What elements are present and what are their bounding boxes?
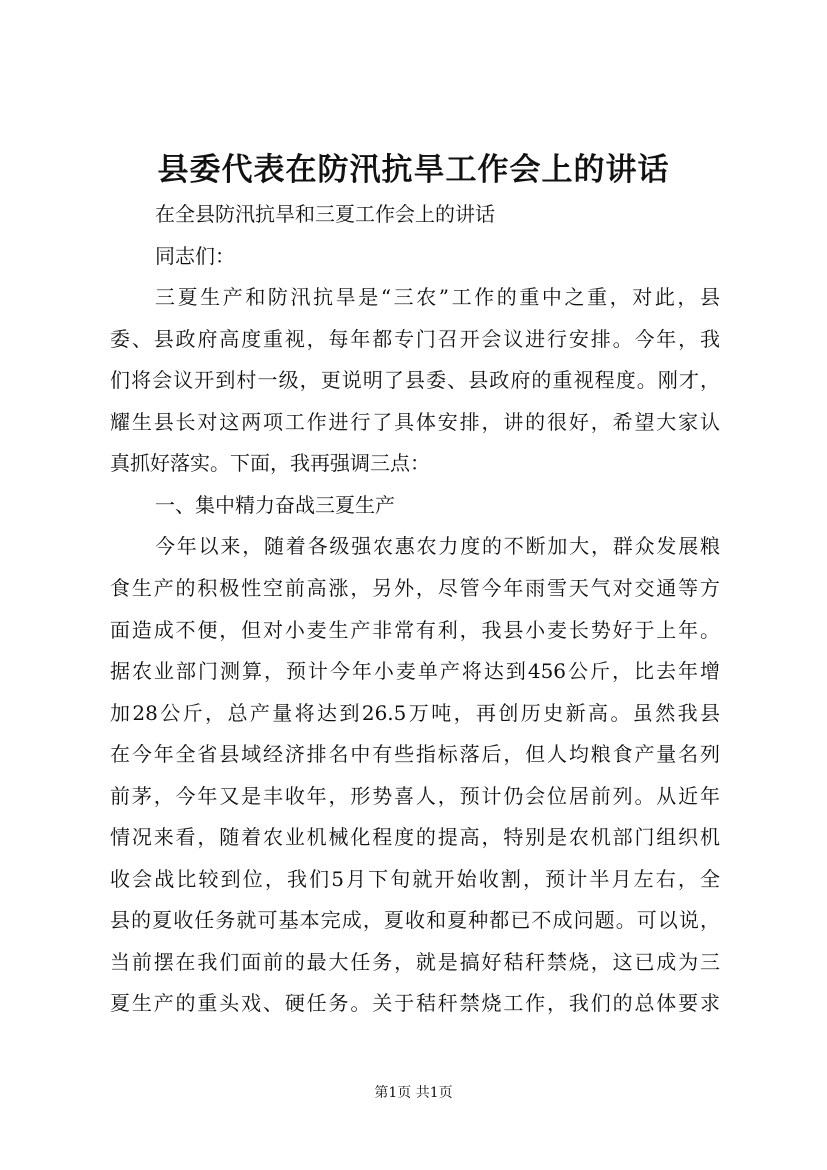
paragraph-line: 县的夏收任务就可基本完成，夏收和夏种都已不成问题。可以说， — [110, 908, 720, 932]
paragraph-line: 前茅，今年又是丰收年，形势喜人，预计仍会位居前列。从近年 — [110, 784, 720, 808]
paragraph-line: 三夏生产和防汛抗旱是“三农”工作的重中之重，对此，县 — [155, 285, 720, 309]
document-title: 县委代表在防汛抗旱工作会上的讲话 — [157, 152, 670, 188]
paragraph-line: 收会战比较到位，我们5月下旬就开始收割，预计半月左右，全 — [110, 867, 720, 891]
paragraph-line: 加28公斤，总产量将达到26.5万吨，再创历史新高。虽然我县 — [110, 701, 720, 725]
paragraph-line: 在今年全省县域经济排名中有些指标落后，但人均粮食产量名列 — [110, 742, 720, 766]
paragraph-line: 委、县政府高度重视，每年都专门召开会议进行安排。今年，我 — [110, 327, 720, 351]
paragraph-line: 食生产的积极性空前高涨，另外，尽管今年雨雪天气对交通等方 — [110, 576, 720, 600]
section-heading: 一、集中精力奋战三夏生产 — [155, 493, 395, 517]
paragraph-line: 真抓好落实。下面，我再强调三点： — [110, 451, 430, 475]
page-footer: 第1页 共1页 — [374, 1085, 453, 1101]
paragraph-line: 今年以来，随着各级强农惠农力度的不断加大，群众发展粮 — [155, 534, 720, 558]
paragraph-line: 夏生产的重头戏、硬任务。关于秸秆禁烧工作，我们的总体要求 — [110, 991, 720, 1015]
paragraph-line: 当前摆在我们面前的最大任务，就是搞好秸秆禁烧，这已成为三 — [110, 950, 720, 974]
salutation: 同志们： — [155, 244, 235, 268]
subtitle: 在全县防汛抗旱和三夏工作会上的讲话 — [155, 202, 495, 226]
paragraph-line: 们将会议开到村一级，更说明了县委、县政府的重视程度。刚才， — [110, 368, 720, 392]
paragraph-line: 据农业部门测算，预计今年小麦单产将达到456公斤，比去年增 — [110, 659, 720, 683]
paragraph-line: 情况来看，随着农业机械化程度的提高，特别是农机部门组织机 — [110, 825, 720, 849]
paragraph-line: 面造成不便，但对小麦生产非常有利，我县小麦长势好于上年。 — [110, 618, 720, 642]
paragraph-line: 耀生县长对这两项工作进行了具体安排，讲的很好，希望大家认 — [110, 410, 720, 434]
